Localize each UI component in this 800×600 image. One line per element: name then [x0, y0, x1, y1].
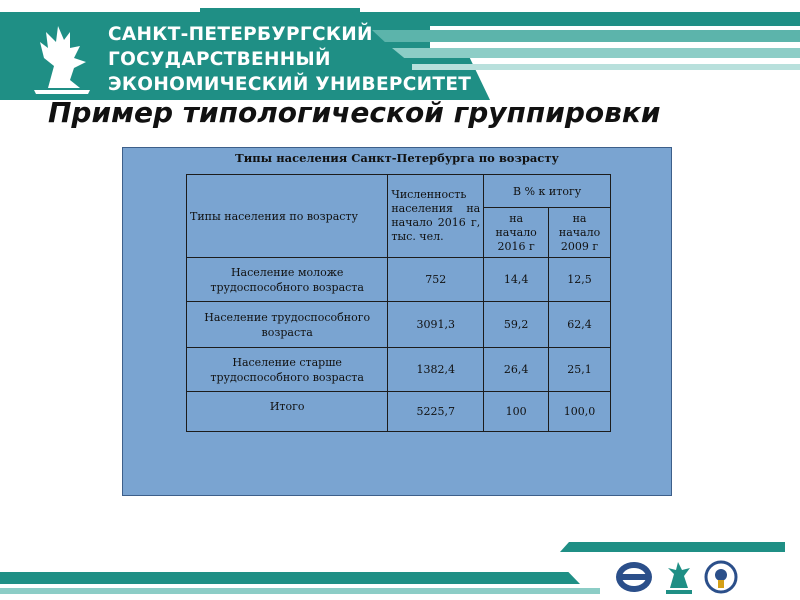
header-cell-2016: на начало 2016 г — [484, 208, 549, 258]
row-p2009: 12,5 — [549, 258, 611, 302]
table-row — [187, 348, 611, 392]
footer-stripe — [560, 542, 785, 552]
slide-title: Пример типологической группировки — [48, 96, 661, 129]
row-p2016: 59,2 — [484, 302, 549, 348]
header-banner — [0, 0, 800, 100]
partner-logo-icon — [664, 560, 694, 596]
footer-stripe — [0, 572, 580, 584]
total-count: 5225,7 — [388, 392, 484, 432]
table-panel — [122, 147, 672, 496]
total-label: Итого — [187, 392, 388, 432]
table-caption: Типы населения Санкт-Петербурга по возрасту — [235, 151, 559, 165]
row-p2009: 62,4 — [549, 302, 611, 348]
footer-stripe — [0, 588, 600, 594]
university-name-line: САНКТ-ПЕТЕРБУРГСКИЙ — [108, 24, 373, 45]
header-cell-2009: на начало 2009 г — [549, 208, 611, 258]
table-row — [187, 258, 611, 302]
header-cell-count: Численность населения на начало 2016 г, тыс. чел. — [388, 175, 484, 258]
griffin-logo-icon — [30, 18, 94, 94]
row-label: Население трудоспособного возраста — [187, 302, 388, 348]
university-name-line: ГОСУДАРСТВЕННЫЙ — [108, 49, 331, 70]
row-count: 1382,4 — [388, 348, 484, 392]
table-total-row — [187, 392, 611, 432]
total-p2016: 100 — [484, 392, 549, 432]
row-label: Население старше трудоспособного возраста — [187, 348, 388, 392]
partner-logo-icon — [614, 560, 654, 594]
row-count: 752 — [388, 258, 484, 302]
row-p2016: 26,4 — [484, 348, 549, 392]
row-label: Население моложе трудоспособного возраста — [187, 258, 388, 302]
partner-logo-icon — [704, 560, 738, 594]
population-table — [186, 174, 611, 432]
row-p2009: 25,1 — [549, 348, 611, 392]
header-cell-type: Типы населения по возрасту — [187, 175, 388, 258]
table-row — [187, 302, 611, 348]
row-count: 3091,3 — [388, 302, 484, 348]
total-p2009: 100,0 — [549, 392, 611, 432]
row-p2016: 14,4 — [484, 258, 549, 302]
header-cell-percent: В % к итогу — [484, 175, 611, 208]
university-name — [108, 22, 471, 97]
university-name-line: ЭКОНОМИЧЕСКИЙ УНИВЕРСИТЕТ — [108, 74, 472, 95]
